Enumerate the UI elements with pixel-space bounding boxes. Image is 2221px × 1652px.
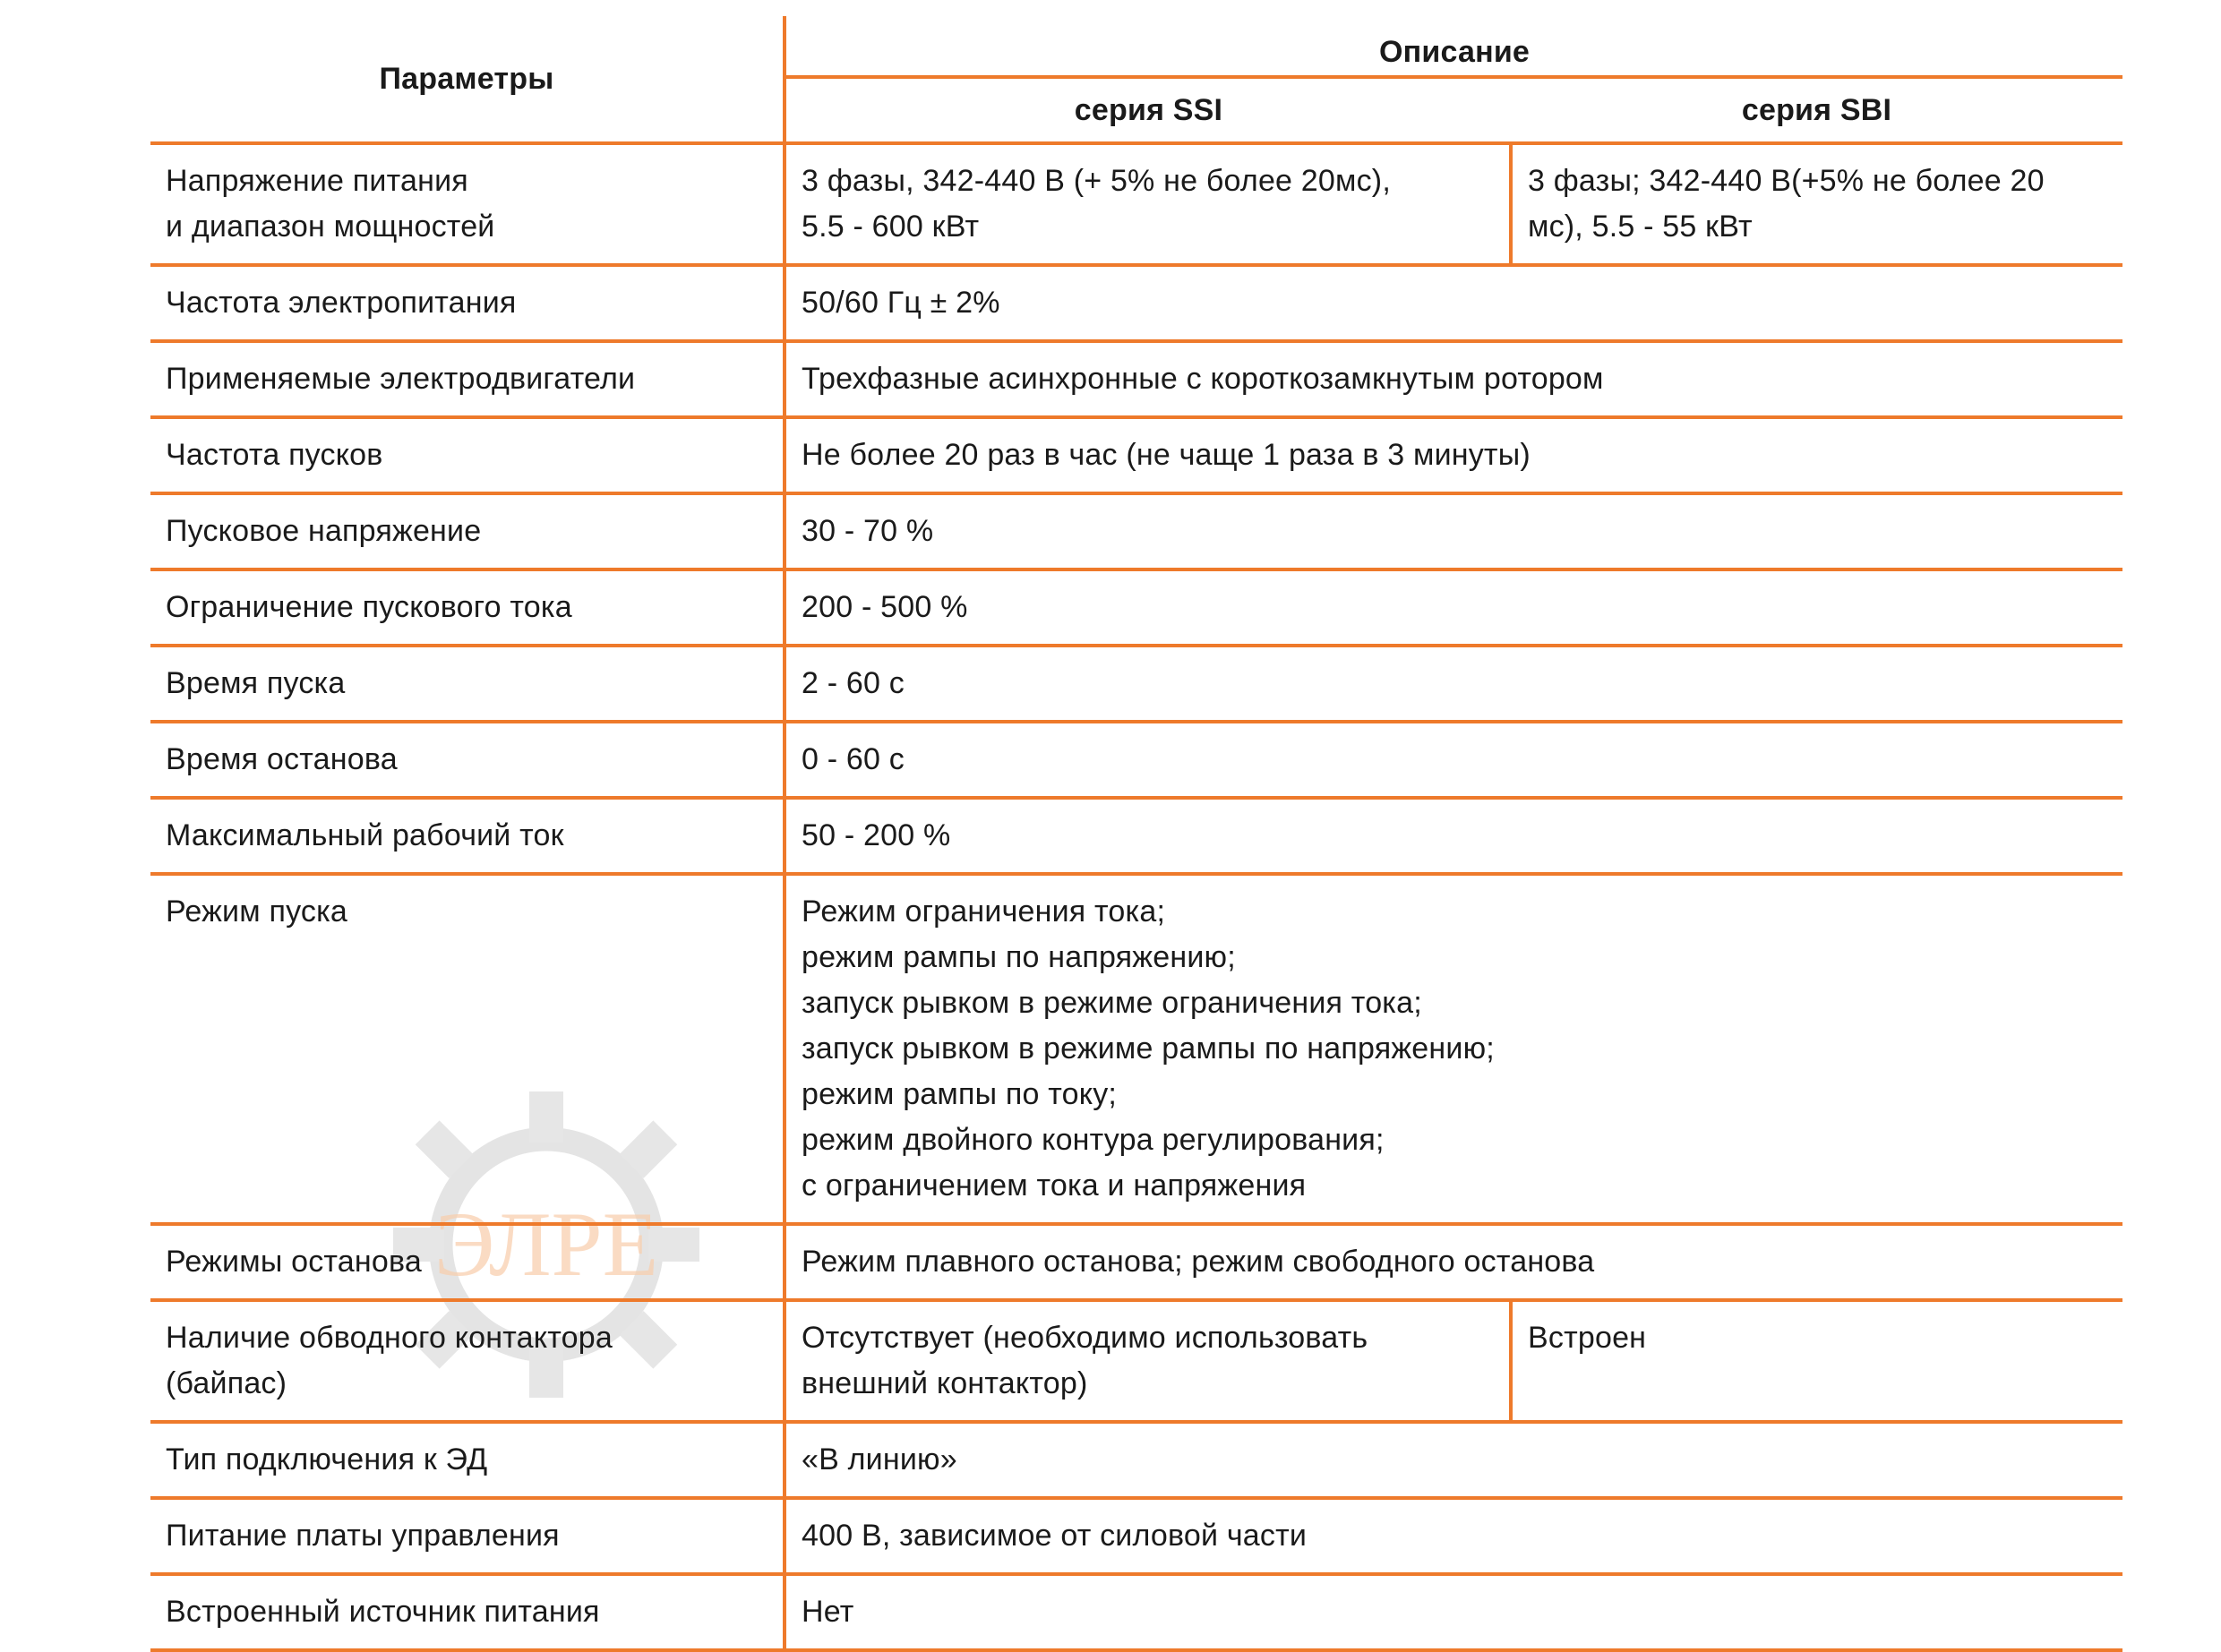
value-line: режим рампы по току; <box>802 1077 1118 1111</box>
param-line: Встроенный источник питания <box>166 1595 600 1629</box>
table-row <box>150 1422 2122 1498</box>
table-row <box>150 265 2122 341</box>
value-cell <box>785 1224 2122 1300</box>
param-cell <box>150 569 785 646</box>
param-cell <box>150 493 785 569</box>
param-cell <box>150 143 785 265</box>
table-row <box>150 1224 2122 1300</box>
param-line: и диапазон мощностей <box>166 210 495 244</box>
table-row <box>150 1574 2122 1650</box>
param-line: Частота электропитания <box>166 286 517 320</box>
value-cell <box>785 1574 2122 1650</box>
table-row <box>150 569 2122 646</box>
value-cell <box>785 874 2122 1224</box>
header-series-sbi: серия SBI <box>1511 77 2122 143</box>
param-cell <box>150 874 785 1224</box>
table-header <box>150 16 2122 143</box>
param-line: Частота пусков <box>166 438 383 472</box>
table-row <box>150 1498 2122 1574</box>
param-line: Пусковое напряжение <box>166 514 482 548</box>
table-row <box>150 874 2122 1224</box>
value-line: 200 - 500 % <box>802 590 968 624</box>
table-row <box>150 341 2122 417</box>
value-cell <box>785 265 2122 341</box>
spec-table <box>150 16 2122 1652</box>
value-line: Режим плавного останова; режим свободного останова <box>802 1245 1595 1279</box>
ssi-value-cell <box>785 1300 1511 1422</box>
value-line: режим двойного контура регулирования; <box>802 1123 1385 1157</box>
param-line: Время останова <box>166 742 398 776</box>
value-line: с ограничением тока и напряжения <box>802 1168 1307 1203</box>
sbi-value-line: 3 фазы; 342-440 В(+5% не более 20 <box>1528 164 2045 198</box>
param-line: Время пуска <box>166 666 346 700</box>
sbi-value-cell <box>1511 143 2122 265</box>
value-line: 2 - 60 с <box>802 666 905 700</box>
value-cell <box>785 1498 2122 1574</box>
value-line: «В линию» <box>802 1442 957 1477</box>
ssi-value-line: внешний контактор) <box>802 1366 1088 1400</box>
param-line: Тип подключения к ЭД <box>166 1442 488 1477</box>
param-line: Режим пуска <box>166 894 348 929</box>
value-line: запуск рывком в режиме ограничения тока; <box>802 986 1422 1020</box>
table-row <box>150 798 2122 874</box>
param-cell <box>150 1224 785 1300</box>
value-line: Не более 20 раз в час (не чаще 1 раза в 3 минуты) <box>802 438 1531 472</box>
param-cell <box>150 722 785 798</box>
table-row <box>150 722 2122 798</box>
param-line: Питание платы управления <box>166 1519 560 1553</box>
value-line: запуск рывком в режиме рампы по напряжению; <box>802 1031 1495 1066</box>
watermark-logo-text: ЭЛРЕ <box>433 1194 659 1297</box>
value-line: режим рампы по напряжению; <box>802 940 1236 974</box>
table-row <box>150 493 2122 569</box>
value-cell <box>785 569 2122 646</box>
param-cell <box>150 417 785 493</box>
value-line: Режим ограничения тока; <box>802 894 1166 929</box>
param-cell <box>150 1574 785 1650</box>
spec-table-container <box>150 16 2122 1652</box>
ssi-value-cell <box>785 143 1511 265</box>
param-cell <box>150 646 785 722</box>
param-line: Максимальный рабочий ток <box>166 818 564 852</box>
value-cell <box>785 646 2122 722</box>
table-row <box>150 1300 2122 1422</box>
table-row <box>150 646 2122 722</box>
param-line: Наличие обводного контактора <box>166 1321 613 1355</box>
param-line: Применяемые электродвигатели <box>166 362 636 396</box>
value-cell <box>785 417 2122 493</box>
param-line: Режимы останова <box>166 1245 422 1279</box>
value-line: 50 - 200 % <box>802 818 951 852</box>
param-cell <box>150 1422 785 1498</box>
sbi-value-line: мс), 5.5 - 55 кВт <box>1528 210 1753 244</box>
table-row <box>150 143 2122 265</box>
value-line: 0 - 60 с <box>802 742 905 776</box>
value-line: 50/60 Гц ± 2% <box>802 286 1000 320</box>
value-line: 30 - 70 % <box>802 514 934 548</box>
value-cell <box>785 1422 2122 1498</box>
ssi-value-line: 5.5 - 600 кВт <box>802 210 980 244</box>
sbi-value-cell <box>1511 1300 2122 1422</box>
param-cell <box>150 341 785 417</box>
ssi-value-line: 3 фазы, 342-440 В (+ 5% не более 20мс), <box>802 164 1391 198</box>
param-line: Ограничение пускового тока <box>166 590 572 624</box>
param-cell <box>150 1498 785 1574</box>
param-line: (байпас) <box>166 1366 287 1400</box>
param-cell <box>150 1300 785 1422</box>
header-params: Параметры <box>150 16 785 143</box>
value-cell <box>785 722 2122 798</box>
value-line: Трехфазные асинхронные с короткозамкнутым ротором <box>802 362 1604 396</box>
sbi-value-line: Встроен <box>1528 1321 1647 1355</box>
value-cell <box>785 341 2122 417</box>
ssi-value-line: Отсутствует (необходимо использовать <box>802 1321 1368 1355</box>
value-cell <box>785 493 2122 569</box>
value-cell <box>785 798 2122 874</box>
param-cell <box>150 265 785 341</box>
header-description: Описание <box>785 16 2122 77</box>
value-line: 400 В, зависимое от силовой части <box>802 1519 1308 1553</box>
param-cell <box>150 798 785 874</box>
value-line: Нет <box>802 1595 854 1629</box>
param-line: Напряжение питания <box>166 164 468 198</box>
table-row <box>150 417 2122 493</box>
table-body <box>150 143 2122 1650</box>
header-series-ssi: серия SSI <box>785 77 1511 143</box>
